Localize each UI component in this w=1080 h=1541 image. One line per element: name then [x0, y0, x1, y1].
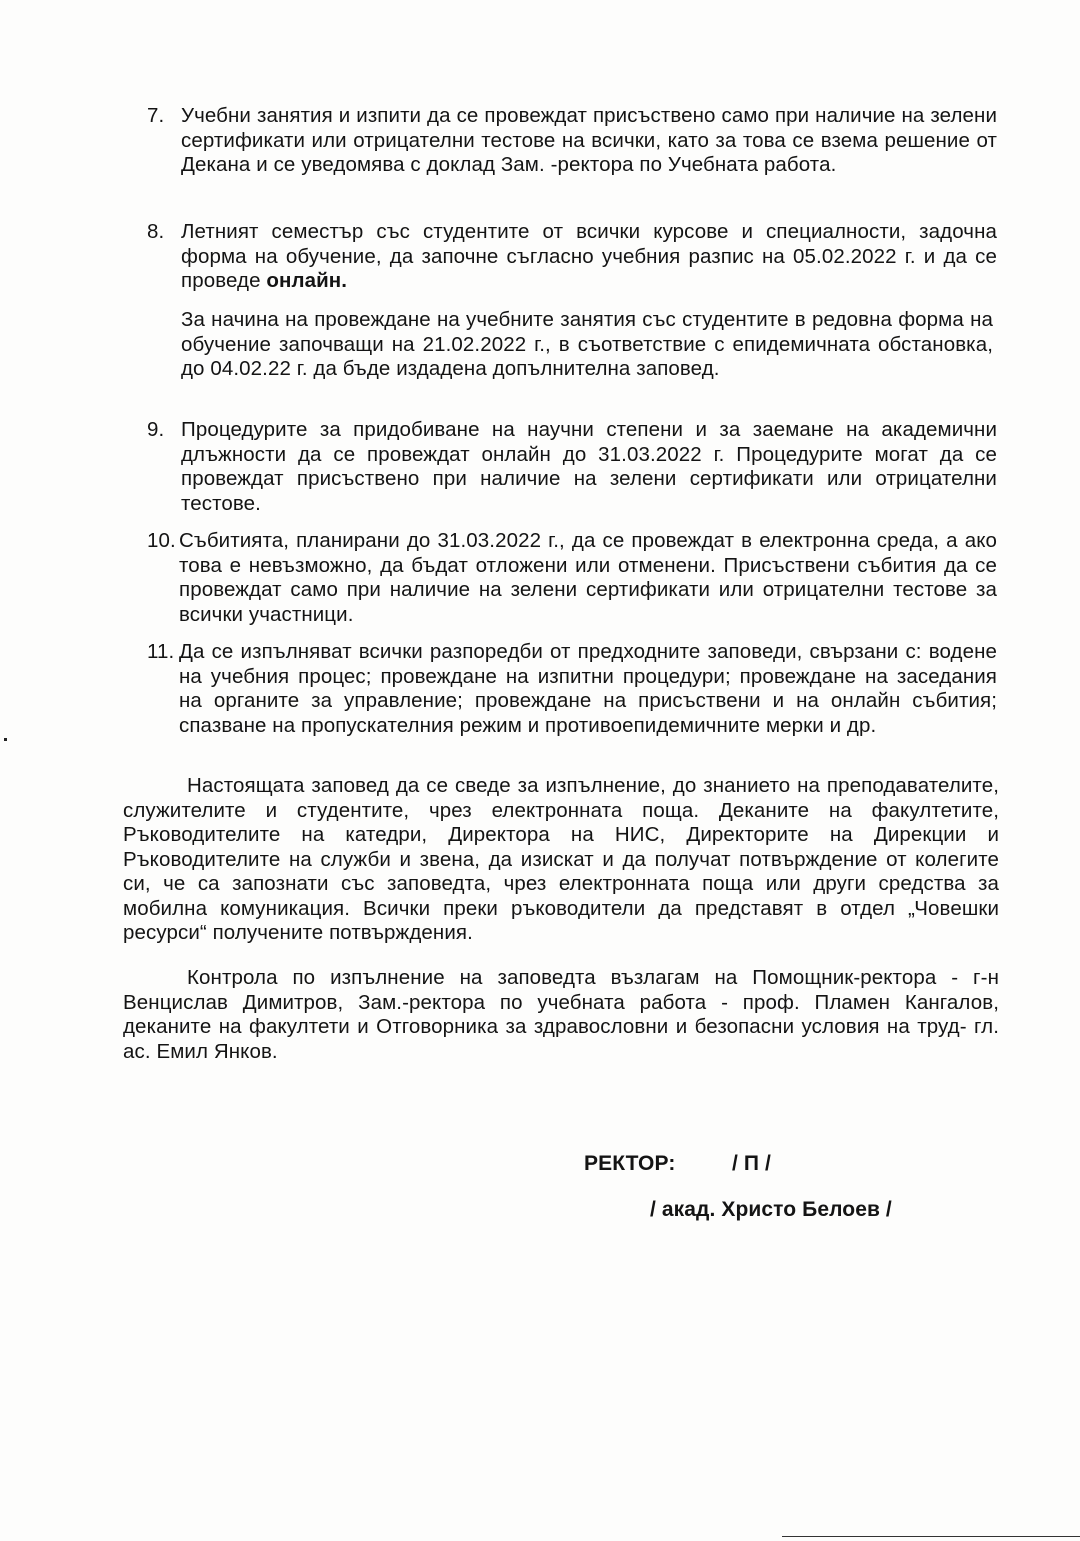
item-number: 9.: [147, 418, 165, 441]
list-item-8: [147, 220, 997, 294]
footer-rule: [782, 1536, 1080, 1537]
list-item-8-subparagraph: За начина на провеждане на учебните занятия със студентите в редовна форма на обучение започващи на 21.02.2022 г., в съответствие с епидемичната обстановка, до 04.02.22 г. да бъде издадена допълнителна заповед.: [181, 308, 993, 380]
signature-mark: / П /: [732, 1152, 771, 1175]
item-number: 8.: [147, 220, 165, 243]
item-text: Събитията, планирани до 31.03.2022 г., да се провеждат в електронна среда, а ако това е невъзможно, да бъдат отложени или отменени. Присъствени събития да се провеждат само при наличие на зелени сертификати или отрицателни тестове за всички участници.: [179, 529, 997, 626]
item-number: 11.: [147, 640, 175, 663]
list-item-10: [147, 529, 997, 627]
item-text: Процедурите за придобиване на научни степени и за заемане на академични длъжности да се провеждат онлайн до 31.03.2022 г. Процедурите могат да се провеждат присъствено при наличие на зелени сертификати или отрицателни тестове.: [181, 418, 997, 515]
item-text-bold: онлайн.: [266, 269, 348, 292]
distribution-paragraph: Настоящата заповед да се сведе за изпълнение, до знанието на преподавателите, служителите и студентите, чрез електронната поща. Деканите на факултетите, Ръководителите на катедри, Директора на НИС, Директорите на Дирекции и Ръководителите на служби и звена, да изискат и да получат потвърждение от колегите си, че са запознати със заповедта, чрез електронната поща или други средства за мобилна комуникация. Всички преки ръководители да представят в отдел „Човешки ресурси“ получените потвърждения.: [123, 774, 999, 944]
item-text-main: Летният семестър със студентите от всички курсове и специалности, задочна форма на обучение, да започне съгласно учебния разпис на 05.02.2022 г. и да се проведе: [181, 220, 997, 292]
item-text: Да се изпълняват всички разпоредби от предходните заповеди, свързани с: водене на учебния процес; провеждане на изпитни процедури; провеждане на заседания на органите за управление; провеждане на присъствени и на онлайн събития; спазване на пропускателния режим и противоепидемичните мерки и др.: [179, 640, 997, 737]
item-text: [181, 220, 997, 294]
item-text: Учебни занятия и изпити да се провеждат присъствено само при наличие на зелени сертификати или отрицателни тестове на всички, като за това се взема решение от Декана и се уведомява с доклад Зам. -ректора по Учебната работа.: [181, 104, 997, 176]
control-paragraph: Контрола по изпълнение на заповедта възлагам на Помощник-ректора - г-н Венцислав Димитров, Зам.-ректора по учебната работа - проф. Пламен Кангалов, деканите на факултети и Отговорника за здравословни и безопасни условия на труд- гл. ас. Емил Янков.: [123, 966, 999, 1063]
item-number: 7.: [147, 104, 165, 127]
list-item-11: [147, 640, 997, 738]
scan-dot: [4, 738, 7, 741]
list-item-7: [147, 104, 997, 178]
signature-title: РЕКТОР:: [584, 1152, 676, 1175]
item-number: 10.: [147, 529, 176, 552]
signatory-name: / акад. Христо Белоев /: [650, 1198, 892, 1221]
list-item-9: [147, 418, 997, 516]
